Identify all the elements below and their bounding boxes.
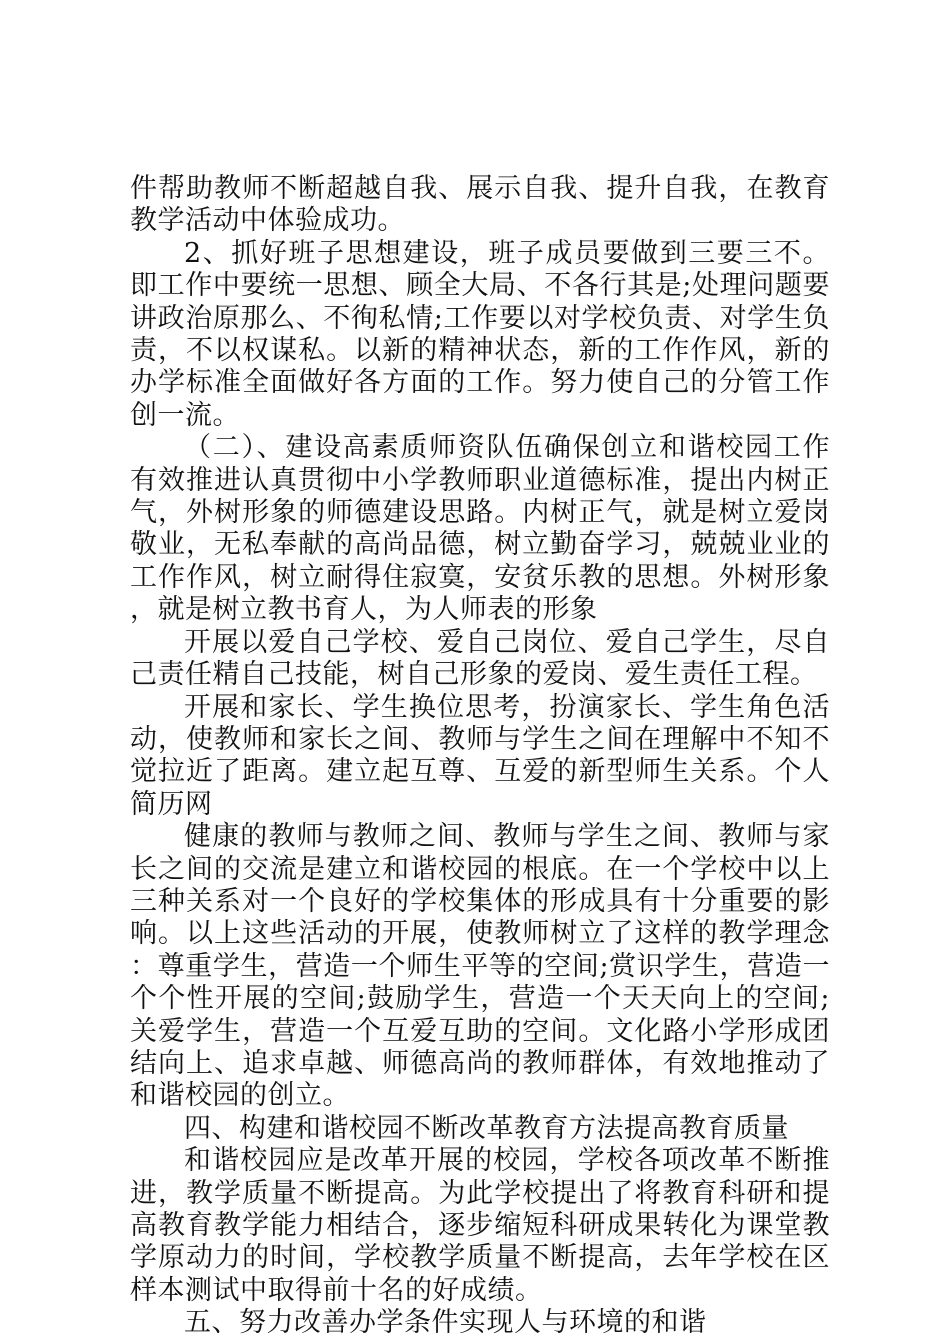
- paragraph-6: 健康的教师与教师之间、教师与学生之间、教师与家长之间的交流是建立和谐校园的根底。在一个学校中以上三种关系对一个良好的学校集体的形成具有十分重要的影响。以上这些活动的开展，使教师树立了这样的教学理念：尊重学生，营造一个师生平等的空间;赏识学生，营造一个个性开展的空间;鼓励学生，营造一个天天向上的空间;关爱学生，营造一个互爱互助的空间。文化路小学形成团结向上、追求卓越、师德高尚的教师群体，有效地推动了和谐校园的创立。: [130, 821, 830, 1112]
- paragraph-2: 2、抓好班子思想建设，班子成员要做到三要三不。即工作中要统一思想、顾全大局、不各行其是;处理问题要讲政治原那么、不徇私情;工作要以对学校负责、对学生负责，不以权谋私。以新的精神状态，新的工作作风，新的办学标准全面做好各方面的工作。努力使自己的分管工作创一流。: [130, 237, 830, 431]
- section-heading-5: 五、努力改善办学条件实现人与环境的和谐: [184, 1307, 707, 1339]
- paragraph-4: 开展以爱自己学校、爱自己岗位、爱自己学生，尽自己责任精自己技能，树自己形象的爱岗、爱生责任工程。: [130, 626, 830, 691]
- paragraph-3: （二）、建设高素质师资队伍确保创立和谐校园工作有效推进认真贯彻中小学教师职业道德标准，提出内树正气，外树形象的师德建设思路。内树正气，就是树立爱岗敬业，无私奉献的高尚品德，树立勤奋学习，兢兢业业的工作作风，树立耐得住寂寞，安贫乐教的思想。外树形象，就是树立教书育人，为人师表的形象: [130, 432, 830, 626]
- paragraph-1: 件帮助教师不断超越自我、展示自我、提升自我，在教育教学活动中体验成功。: [130, 173, 830, 237]
- paragraph-7: 和谐校园应是改革开展的校园，学校各项改革不断推进，教学质量不断提高。为此学校提出了将教育科研和提高教育教学能力相结合，逐步缩短科研成果转化为课堂教学原动力的时间，学校教学质量不断提高，去年学校在区样本测试中取得前十名的好成绩。: [130, 1145, 830, 1306]
- document-body: [130, 173, 830, 1340]
- section-heading-4: 四、构建和谐校园不断改革教育方法提高教育质量: [184, 1112, 789, 1144]
- paragraph-5: 开展和家长、学生换位思考，扮演家长、学生角色活动，使教师和家长之间、教师与学生之间在理解中不知不觉拉近了距离。建立起互尊、互爱的新型师生关系。个人简历网: [130, 691, 830, 820]
